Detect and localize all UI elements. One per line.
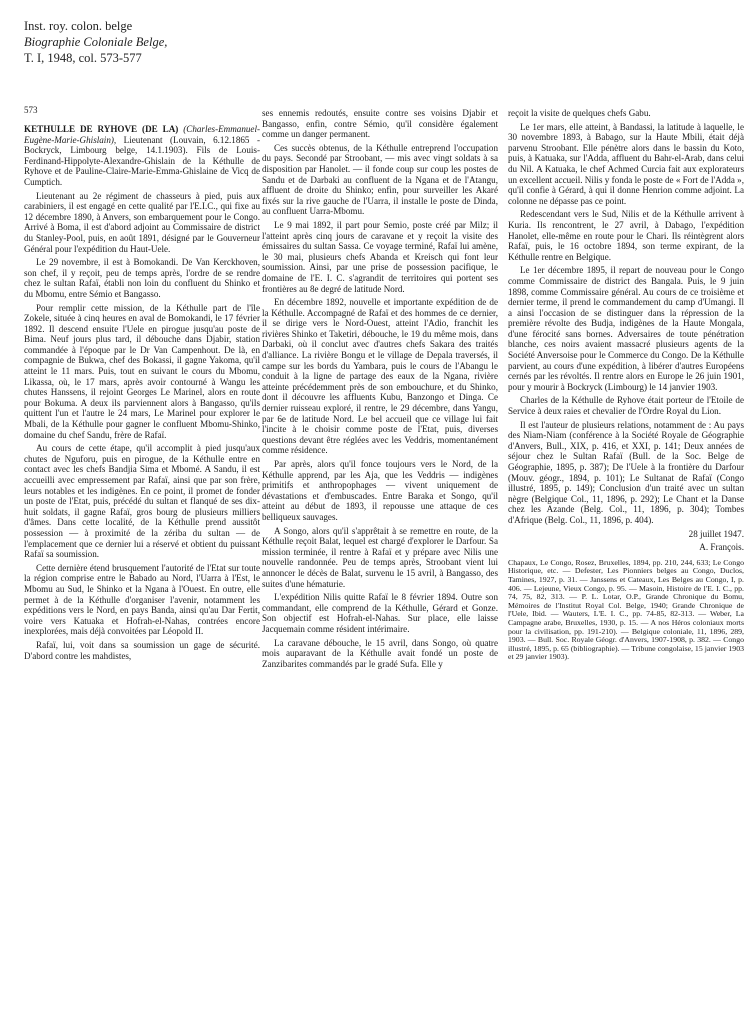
paragraph: Lieutenant au 2e régiment de chasseurs à pied, puis aux carabiniers, il est engagé en cette qualité par l'E.I.C., qui fixe au 12 décembre 1890, à Anvers, son embarquement pour le Congo. Arrivé à Boma, il est d'abord adjoint au Commissaire de district du Stanley-Pool, puis, en août 1891, désigné par le Gouverneur Général pour l'expédition du Haut-Uele. — [24, 190, 260, 254]
paragraph: Il est l'auteur de plusieurs relations, notamment de : Au pays des Niam-Niam (conférence à la Société Royale de Géographie d'Anvers, Bull., XIX, p. 416, et XXI, p. 141; Deux années de séjour chez le Sultan Rafaï (Bull. de la Soc. Belge de Géographie, 1895, p. 387); De l'Uele à la frontière du Darfour (Mouv. géogr., 1894, p. 101); Le Sultanat de Rafaï (Congo illustré, 1895, p. 149); Conclusion d'un traité avec un sultan nègre (Belgique Col., 11, 1896, p. 292); Le Chant et la Danse chez les Azande (Belg. Col., 11, 1896, p. 304); Tombes d'Afrique (Belg. Col., 11, 1896, p. 404). — [508, 419, 744, 525]
entry-name: KETHULLE DE RYHOVE (DE LA) — [24, 124, 179, 134]
paragraph: Redescendant vers le Sud, Nilis et de la Kéthulle arrivent à Kuria. Ils rencontrent, le 27 avril, à Dabago, l'expédition Hanolet, elle-même en route pour le Chari. Ils réintègrent alors Rafaï, puis, le 16 octobre 1894, son terme expirant, de la Kéthulle rentre en Belgique. — [508, 209, 744, 262]
column-2 — [262, 108, 498, 672]
paragraph: A Songo, alors qu'il s'apprêtait à se remettre en route, de la Kéthulle reçoit Balat, lequel est chargé d'explorer le Darfour. Sa mission terminée, il rentre à Rafaï et y prépare avec Nilis une nouvelle randonnée. Peu de temps après, Stroobant vient lui annoncer le décès de Balat, survenu le 15 avril, à Bangasso, des suites d'une hématurie. — [262, 525, 498, 589]
paragraph: Au cours de cette étape, qu'il accomplit à pied jusqu'aux chutes de Nguforu, puis en pirogue, de la Kéthulle entre en contact avec les chefs Bandjia Sima et Mbomé. A Sandu, il est accueilli avec empressement par Rafaï, ainsi que par son frère, leurs notables et les indigènes. En ce point, il promet de fonder un poste de l'Etat, puis, précédé du sultan et flanqué de ses dix-huit soldats, il gagne Rafaï, gros bourg de plusieurs milliers d'âmes. Dans cette localité, de la Kéthulle prend aussitôt possession — à proximité de la zériba du sultan — de l'emplacement que ce dernier lui a réservé et obtient du puissant Rafaï sa soumission. — [24, 443, 260, 560]
paragraph: Le 9 mai 1892, il part pour Semio, poste créé par Milz; il l'atteint après cinq jours de caravane et y reçoit la visite des émissaires du sultan Sassa. Ce voyage terminé, Rafaï lui amène, le 30 mai, plusieurs chefs Abanda et Kreisch qui font leur soumission. Ainsi, par une prise de possession pacifique, le domaine de l'E. I. C. s'agrandit de territoires qui portent ses frontières au 8e degré de latitude Nord. — [262, 219, 498, 294]
page-number: 573 — [24, 105, 38, 115]
paragraph: Pour remplir cette mission, de la Kéthulle part de l'île Zokele, située à cinq heures en aval de Bomokandi, le 17 février 1892. Il descend ensuite l'Uele en pirogue jusqu'au poste de Bima. Neuf jours plus tard, il débouche dans Djabir, station commandée à l'époque par le Dr Van Campenhout. De là, en compagnie de Bukwa, chef des Bokassi, il gagne Yakoma, qu'il atteint le 11 mars. Puis, tout en suivant le cours du Mbomu, Likassa, où, le 17 mars, après avoir contourné à Wangu les chutes Hanssens, il rejoint Georges Le Marinel, alors en route pour Bokuma. A deux ils parviennent alors à Bangasso, qu'ils quittent l'un et l'autre le 24 mars, Le Marinel pour explorer le Mbali, de la Kéthulle pour gagner le confluent Mbomu-Shinko, domaine du chef Sandu, frère de Rafaï. — [24, 302, 260, 440]
paragraph: L'expédition Nilis quitte Rafaï le 8 février 1894. Outre son commandant, elle comprend de la Kéthulle, Gérard et Gonze. Son objectif est Hofrah-el-Nahas. Sur place, elle laisse Jacquemain comme résident intérimaire. — [262, 592, 498, 634]
entry-heading — [24, 124, 260, 188]
paragraph: Charles de la Kéthulle de Ryhove était porteur de l'Etoile de Service à deux raies et chevalier de l'Ordre Royal du Lion. — [508, 395, 744, 417]
paragraph: Cette dernière étend brusquement l'autorité de l'Etat sur toute la région comprise entre le Babado au Nord, l'Uarra à l'Est, le Mbomu au Sud, le Shinko et la Ngana à l'Ouest. En outre, elle permet à de la Kéthulle d'organiser l'avenir, notamment les expéditions vers le Nord, en pays Banda, ainsi qu'au Dar Fertit, voire vers Katuaka et Hofrah-el-Nahas, contrées encore inexplorées, mais déjà convoitées par Léopold II. — [24, 562, 260, 637]
entry-given-names: (Charles-Emmanuel-Eugène-Marie-Ghislain), — [24, 124, 261, 145]
paragraph: Ces succès obtenus, de la Kéthulle entreprend l'occupation du pays. Secondé par Stroobant, — mis avec vingt soldats à sa disposition par Hanolet. — il fonde coup sur coup les postes de Sandu et de Darbaki au confluent de la Ngana et de l'Atangu, affluent de droite du Shinko; enfin, pour surveiller les Akaré fixés sur la rive gauche de l'Uarra, il installe le poste de Dinda, au confluent Uarra-Mbomu. — [262, 142, 498, 217]
paragraph: Le 29 novembre, il est à Bomokandi. De Van Kerckhoven, son chef, il y reçoit, peu de temps après, l'ordre de se rendre chez le sultan Rafaï, établi non loin du confluent du Shinko et du Mbomu, entre Sémio et Bangasso. — [24, 257, 260, 299]
paragraph: En décembre 1892, nouvelle et importante expédition de de la Kéthulle. Accompagné de Rafaï et des hommes de ce dernier, il se dirige vers le Nord-Ouest, atteint l'Adio, franchit les rivières Shinko et Taketiri, débouche, le 19 du même mois, dans Darbaki, où il conclut avec d'autres chefs Sakara des traités d'alliance. La rivière Bongu et le village de Depala traversés, il campe sur les bords du Yambara, puis le cours de l'Abangu le conduit à la ligne de partage des eaux de la Ngana, rivière atteinte précédemment près de son embouchure, et du Shinko, dont il découvre les affluents Kubu, Banzongo et Dinga. Ce dernier ruisseau exploré, il rentre, le 29 décembre, dans Yangu, par 6e de latitude Nord. Le bel accueil que ce village lui fait l'incite à le choisir comme poste de l'Etat, puis, diverses questions devant être réglées avec les Veddris, momentanément comme résidence. — [262, 297, 498, 456]
paragraph: Rafaï, lui, voit dans sa soumission un gage de sécurité. D'abord contre les mahdistes, — [24, 639, 260, 661]
citation-header — [24, 18, 167, 66]
header-publication: Biographie Coloniale Belge, — [24, 35, 168, 49]
column-3 — [508, 108, 744, 662]
signature-date: 28 juillet 1947. — [688, 528, 744, 539]
paragraph: Le 1er mars, elle atteint, à Bandassi, la latitude à laquelle, le 30 novembre 1893, à Babago, sur la Haute Mbili, était déjà parvenu Stroobant. Elle pénètre alors dans le bassin du Koto, puis, à Katuaka, sur l'Adda, affluent du Bahr-el-Arab, dans celui du Nil. A Katuaka, le chef Achmed Curcia fait aux explorateurs un excellent accueil. Nilis y fonda le poste de « Fort de l'Adda », qu'il confie à Gérard, à qui il donne Henrion comme adjoint. La colonne ne dépasse pas ce point. — [508, 121, 744, 206]
header-volume: T. I, 1948, col. 573-577 — [24, 51, 142, 65]
paragraph: reçoit la visite de quelques chefs Gabu. — [508, 108, 651, 118]
paragraph: ses ennemis redoutés, ensuite contre ses voisins Djabir et Bangasso, enfin, contre Sémio, qu'il considère également comme un danger permanent. — [262, 108, 498, 140]
paragraph: La caravane débouche, le 15 avril, dans Songo, où quatre mois auparavant de la Kéthulle avait fondé un poste de Zanzibarites commandés par le gradé Sufa. Elle y — [262, 637, 498, 669]
paragraph: Le 1er décembre 1895, il repart de nouveau pour le Congo comme Commissaire de district des Bangala. Puis, le 9 juin 1898, comme Commissaire général. Au cours de ce troisième et dernier terme, il prend le commandement du camp d'Umangi. Il a ainsi l'occasion de se distinguer dans la répression de la première révolte des Budja, indigènes de la Haute Mongala, d'une férocité sans bornes. Adversaires de toute pénétration blanche, ces noirs avaient massacré plusieurs agents de la Société Anversoise pour le Commerce du Congo. De la Kéthulle parvient, au cours d'une expédition, à libérer d'autres Européens cernés par les révoltés. Il rentre alors en Europe le 26 juin 1901, pour y mourir à Bockryck (Limbourg) le 14 janvier 1903. — [508, 265, 744, 392]
column-1 — [24, 124, 260, 664]
header-institution: Inst. roy. colon. belge — [24, 19, 133, 33]
references — [508, 559, 744, 662]
paragraph: Par après, alors qu'il fonce toujours vers le Nord, de la Kéthulle apprend, par les Aja, que les Veddris — indigènes primitifs et anthropophages — vivent uniquement de dévastations et d'embuscades. Entre Baraka et Songo, qu'il atteint au début de 1893, il repousse une attaque de ces belliqueux sauvages. — [262, 459, 498, 522]
entry-intro: Lieutenant (Louvain, 6.12.1865 - Bockryck, Limbourg belge, 14.1.1903). Fils de Louis-Ferdinand-Hippolyte-Alexandre-Ghislain de la Kéthulle de Ryhove et de Pauline-Claire-Marie-Emma-Ghislaine de Vicq de Cumptich. — [24, 134, 260, 187]
signature-author: A. François. — [699, 542, 744, 553]
references-text: Chapaux, Le Congo, Rosez, Bruxelles, 1894, pp. 210, 244, 633; Le Congo Historique, etc. — Defester, Les Pionniers belges au Congo, Duclos, Tamines, 1927, p. 31. — Janssens et Cateaux, Les Belges au Congo, I, p. 406. — Lejeune, Vieux Congo, p. 95. — Masoin, Histoire de l'E. I. C., pp. 74, 75, 82, 313. — P. L. Lotar, O.P., Grande Chronique du Bomu, Mémoires de l'Institut Royal Col. Belge, 1940; Grande Chronique de l'Uele, Ibid. — Wauters, L'E. I. C., pp. 74-85, 82-313. — Weber, La Campagne arabe, Bruxelles, 1930, p. 15. — A nos Héros coloniaux morts pour la civilisation, pp. 191-210). — Belgique coloniale, 11, 1896, 289, 1903. — Bull. Soc. Royale Géogr. d'Anvers, 1907-1908, p. 382. — Congo illustré, 1895, p. 65 (bibliographie). — Tribune congolaise, 15 janvier 1903 et 29 janvier 1903). — [508, 557, 744, 662]
